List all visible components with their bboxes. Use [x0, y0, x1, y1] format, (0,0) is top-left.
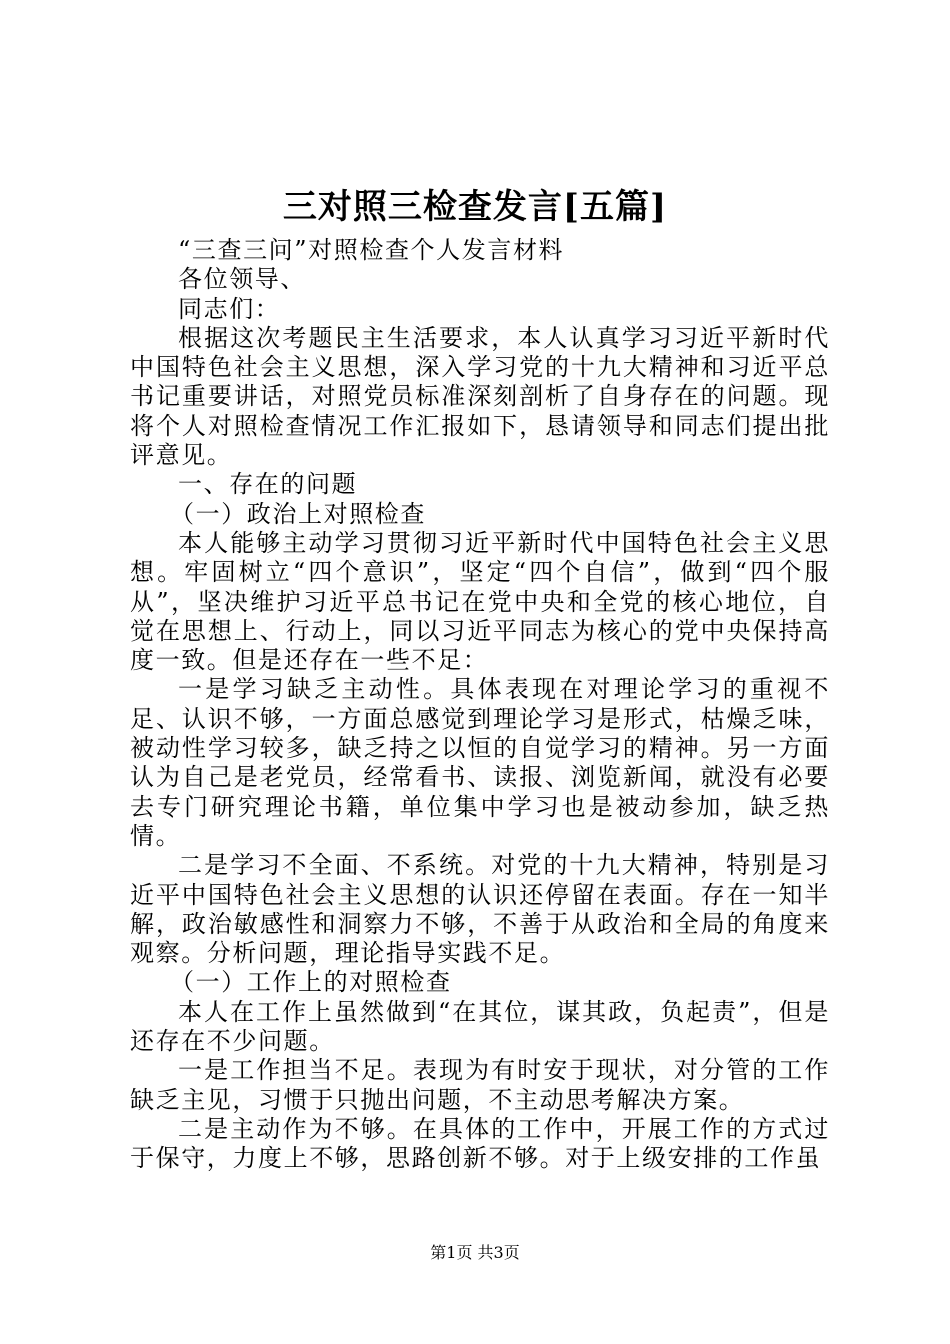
paragraph-point-2: 二是学习不全面、不系统。对党的十九大精神，特别是习近平中国特色社会主义思想的认识还停留在表面。存在一知半解，政治敏感性和洞察力不够，不善于从政治和全局的角度来观察。分析问题，理论指导实践不足。	[130, 851, 830, 968]
paragraph-work: 本人在工作上虽然做到“在其位，谋其政，负起责”，但是还存在不少问题。	[130, 997, 830, 1056]
paragraph-intro-title: “三查三问”对照检查个人发言材料	[178, 236, 565, 264]
paragraph-opening: 根据这次考题民主生活要求，本人认真学习习近平新时代中国特色社会主义思想，深入学习党的十九大精神和习近平总书记重要讲话，对照党员标准深刻剖析了自身存在的问题。现将个人对照检查情况工作汇报如下，恳请领导和同志们提出批评意见。	[130, 323, 830, 470]
subsection-heading-political: （一）政治上对照检查	[170, 499, 426, 528]
paragraph-salutation-2: 同志们：	[178, 294, 281, 323]
paragraph-work-point-1: 一是工作担当不足。表现为有时安于现状，对分管的工作缺乏主见，习惯于只抛出问题，不主动思考解决方案。	[130, 1056, 830, 1114]
document-title: 三对照三检查发言[五篇]	[282, 187, 668, 227]
subsection-heading-work: （一）工作上的对照检查	[170, 968, 452, 997]
page-footer: 第1页 共3页	[430, 1243, 520, 1262]
paragraph-political: 本人能够主动学习贯彻习近平新时代中国特色社会主义思想。牢固树立“四个意识”，坚定“四个自信”，做到“四个服从”，坚决维护习近平总书记在党中央和全党的核心地位，自觉在思想上、行动上，同以习近平同志为核心的党中央保持高度一致。但是还存在一些不足：	[130, 528, 830, 675]
section-heading-problems: 一、存在的问题	[178, 470, 358, 499]
paragraph-salutation-1: 各位领导、	[178, 265, 306, 294]
document-body	[130, 236, 830, 1174]
paragraph-point-1: 一是学习缺乏主动性。具体表现在对理论学习的重视不足、认识不够，一方面总感觉到理论学习是形式，枯燥乏味，被动性学习较多，缺乏持之以恒的自觉学习的精神。另一方面认为自己是老党员，经常看书、读报、浏览新闻，就没有必要去专门研究理论书籍，单位集中学习也是被动参加，缺乏热情。	[130, 675, 830, 850]
paragraph-work-point-2: 二是主动作为不够。在具体的工作中，开展工作的方式过于保守，力度上不够，思路创新不够。对于上级安排的工作虽	[130, 1114, 830, 1173]
